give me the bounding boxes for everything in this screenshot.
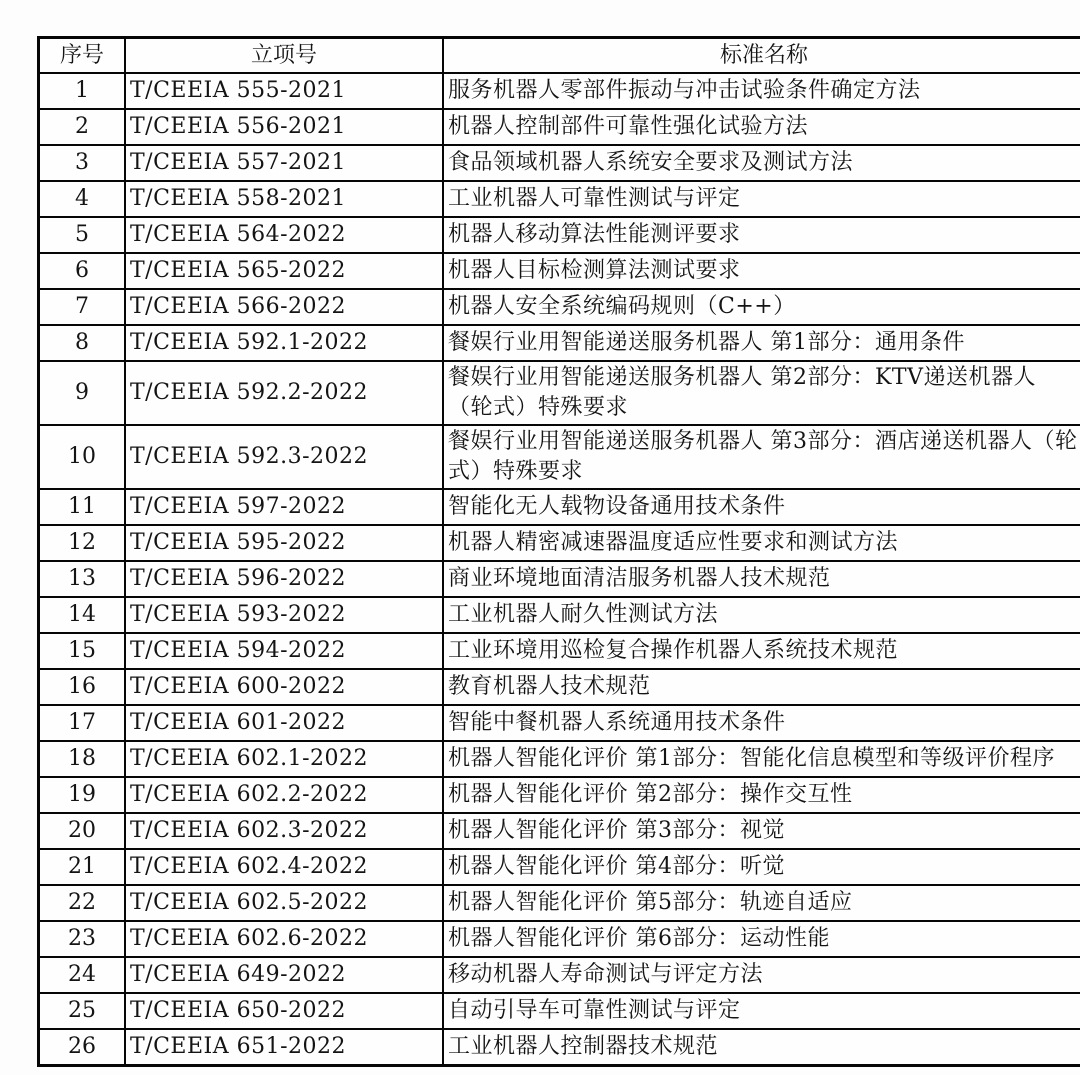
project-code-cell: T/CEEIA 556-2021 [125,109,443,145]
table-row [39,145,1080,181]
row-number-cell: 16 [39,669,126,705]
table-row [39,181,1080,217]
row-number-cell: 14 [39,597,126,633]
row-number-cell: 1 [39,73,126,109]
row-number-cell: 20 [39,813,126,849]
table-row [39,289,1080,325]
table-row [39,525,1080,561]
standard-name-cell: 机器人智能化评价 第6部分：运动性能 [443,921,1080,957]
project-code-cell: T/CEEIA 564-2022 [125,217,443,253]
row-number-cell: 6 [39,253,126,289]
row-number-cell: 9 [39,361,126,425]
standard-name-cell: 自动引导车可靠性测试与评定 [443,993,1080,1029]
standard-name-cell: 机器人目标检测算法测试要求 [443,253,1080,289]
project-code-cell: T/CEEIA 566-2022 [125,289,443,325]
header-serial-number: 序号 [39,38,126,74]
standard-name-cell: 工业机器人可靠性测试与评定 [443,181,1080,217]
table-row [39,489,1080,525]
table-row [39,253,1080,289]
standard-name-cell: 机器人移动算法性能测评要求 [443,217,1080,253]
table-row [39,741,1080,777]
table-row [39,325,1080,361]
project-code-cell: T/CEEIA 602.5-2022 [125,885,443,921]
row-number-cell: 13 [39,561,126,597]
table-row [39,921,1080,957]
table-row [39,849,1080,885]
standard-name-cell: 机器人智能化评价 第5部分：轨迹自适应 [443,885,1080,921]
project-code-cell: T/CEEIA 649-2022 [125,957,443,993]
row-number-cell: 3 [39,145,126,181]
project-code-cell: T/CEEIA 595-2022 [125,525,443,561]
standard-name-cell: 教育机器人技术规范 [443,669,1080,705]
header-row [39,38,1080,74]
table-row [39,705,1080,741]
row-number-cell: 24 [39,957,126,993]
standard-name-cell: 餐娱行业用智能递送服务机器人 第3部分：酒店递送机器人（轮式）特殊要求 [443,425,1080,489]
standard-name-cell: 机器人智能化评价 第3部分：视觉 [443,813,1080,849]
project-code-cell: T/CEEIA 601-2022 [125,705,443,741]
standards-table-body [39,73,1080,1066]
table-row [39,813,1080,849]
project-code-cell: T/CEEIA 592.2-2022 [125,361,443,425]
row-number-cell: 4 [39,181,126,217]
project-code-cell: T/CEEIA 558-2021 [125,181,443,217]
standard-name-cell: 机器人控制部件可靠性强化试验方法 [443,109,1080,145]
standards-table [37,36,1080,1067]
standard-name-cell: 食品领域机器人系统安全要求及测试方法 [443,145,1080,181]
standard-name-cell: 商业环境地面清洁服务机器人技术规范 [443,561,1080,597]
project-code-cell: T/CEEIA 555-2021 [125,73,443,109]
project-code-cell: T/CEEIA 650-2022 [125,993,443,1029]
row-number-cell: 23 [39,921,126,957]
standard-name-cell: 机器人安全系统编码规则（C++） [443,289,1080,325]
row-number-cell: 8 [39,325,126,361]
row-number-cell: 2 [39,109,126,145]
table-row [39,669,1080,705]
row-number-cell: 5 [39,217,126,253]
row-number-cell: 7 [39,289,126,325]
row-number-cell: 11 [39,489,126,525]
standard-name-cell: 工业环境用巡检复合操作机器人系统技术规范 [443,633,1080,669]
standard-name-cell: 工业机器人耐久性测试方法 [443,597,1080,633]
project-code-cell: T/CEEIA 557-2021 [125,145,443,181]
header-standard-name: 标准名称 [443,38,1080,74]
row-number-cell: 19 [39,777,126,813]
table-row [39,957,1080,993]
standard-name-cell: 餐娱行业用智能递送服务机器人 第2部分：KTV递送机器人（轮式）特殊要求 [443,361,1080,425]
standard-name-cell: 智能中餐机器人系统通用技术条件 [443,705,1080,741]
project-code-cell: T/CEEIA 594-2022 [125,633,443,669]
row-number-cell: 12 [39,525,126,561]
standard-name-cell: 移动机器人寿命测试与评定方法 [443,957,1080,993]
table-row [39,217,1080,253]
project-code-cell: T/CEEIA 602.4-2022 [125,849,443,885]
table-row [39,993,1080,1029]
standard-name-cell: 机器人智能化评价 第4部分：听觉 [443,849,1080,885]
project-code-cell: T/CEEIA 592.3-2022 [125,425,443,489]
project-code-cell: T/CEEIA 602.6-2022 [125,921,443,957]
table-row [39,425,1080,489]
project-code-cell: T/CEEIA 593-2022 [125,597,443,633]
standard-name-cell: 工业机器人控制器技术规范 [443,1029,1080,1066]
header-project-code: 立项号 [125,38,443,74]
row-number-cell: 26 [39,1029,126,1066]
row-number-cell: 25 [39,993,126,1029]
project-code-cell: T/CEEIA 602.1-2022 [125,741,443,777]
project-code-cell: T/CEEIA 602.2-2022 [125,777,443,813]
project-code-cell: T/CEEIA 600-2022 [125,669,443,705]
standards-table-header [39,38,1080,74]
table-row [39,633,1080,669]
standard-name-cell: 智能化无人载物设备通用技术条件 [443,489,1080,525]
row-number-cell: 10 [39,425,126,489]
project-code-cell: T/CEEIA 596-2022 [125,561,443,597]
standard-name-cell: 机器人智能化评价 第2部分：操作交互性 [443,777,1080,813]
standard-name-cell: 机器人精密减速器温度适应性要求和测试方法 [443,525,1080,561]
project-code-cell: T/CEEIA 602.3-2022 [125,813,443,849]
row-number-cell: 22 [39,885,126,921]
row-number-cell: 18 [39,741,126,777]
project-code-cell: T/CEEIA 592.1-2022 [125,325,443,361]
table-row [39,561,1080,597]
row-number-cell: 21 [39,849,126,885]
table-row [39,109,1080,145]
table-row [39,597,1080,633]
project-code-cell: T/CEEIA 597-2022 [125,489,443,525]
table-row [39,777,1080,813]
project-code-cell: T/CEEIA 565-2022 [125,253,443,289]
table-row [39,1029,1080,1066]
project-code-cell: T/CEEIA 651-2022 [125,1029,443,1066]
table-row [39,885,1080,921]
standard-name-cell: 机器人智能化评价 第1部分：智能化信息模型和等级评价程序 [443,741,1080,777]
table-row [39,73,1080,109]
row-number-cell: 15 [39,633,126,669]
row-number-cell: 17 [39,705,126,741]
standard-name-cell: 服务机器人零部件振动与冲击试验条件确定方法 [443,73,1080,109]
table-row [39,361,1080,425]
standard-name-cell: 餐娱行业用智能递送服务机器人 第1部分：通用条件 [443,325,1080,361]
